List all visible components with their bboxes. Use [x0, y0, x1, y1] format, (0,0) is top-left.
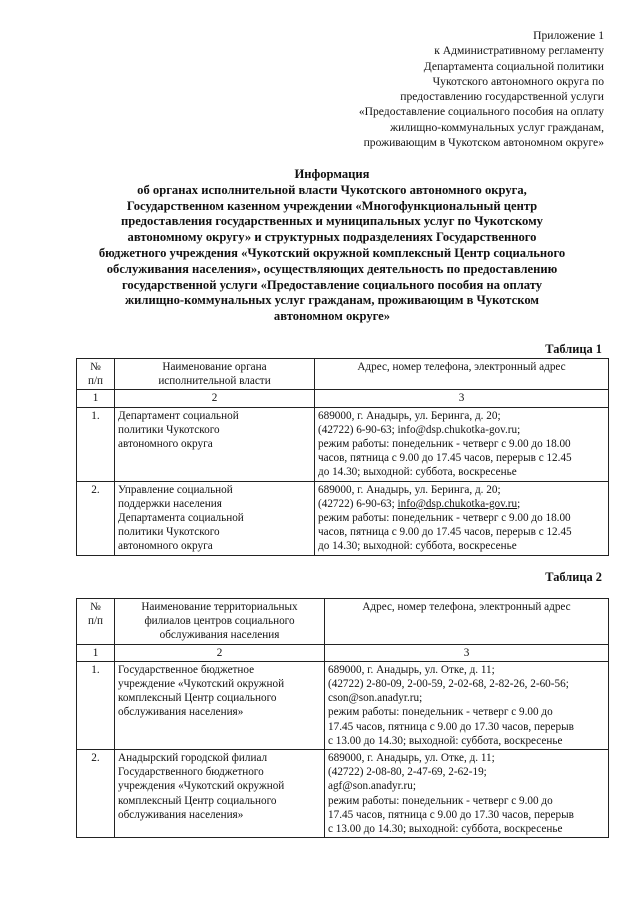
row-address: 689000, г. Анадырь, ул. Отке, д. 11; (42722) 2-08-80, 2-47-69, 2-62-19; agf@son.anadyr.ru; режим работы: понедельник - четверг с 9.00 до 17.45 часов, пятница с 9.00 до 17.30 часов, перерыв с 13.00 до 14.30; выходной: суббота, воскресенье: [325, 750, 609, 838]
email-link[interactable]: info@dsp.chukotka-gov.ru: [397, 497, 518, 510]
table-numbering-row: [77, 390, 609, 407]
numbering-cell: 1: [77, 390, 115, 407]
appendix-line: к Административному регламенту: [434, 44, 604, 58]
row-address: 689000, г. Анадырь, ул. Беринга, д. 20; (42722) 6-90-63; info@dsp.chukotka-gov.ru; режим работы: понедельник - четверг с 9.00 до 18.00 часов, пятница с 9.00 до 17.45 часов, перерыв с 12.45 до 14.30; выходной: суббота, воскресенье: [315, 407, 609, 481]
numbering-cell: 2: [115, 644, 325, 661]
table-header-row: [77, 359, 609, 390]
heading-line: автономном округе»: [273, 309, 391, 324]
table1: [76, 358, 609, 556]
row-number: 2.: [77, 481, 115, 555]
row-number: 1.: [77, 661, 115, 749]
heading-line: Информация: [294, 167, 370, 181]
heading-line: предоставления государственных и муниципальных услуг по Чукотскому: [121, 214, 543, 229]
header-cell-address: Адрес, номер телефона, электронный адрес: [315, 359, 609, 390]
appendix-line: проживающим в Чукотском автономном округе»: [363, 136, 604, 150]
header-cell-name: Наименование территориальных филиалов центров социального обслуживания населения: [115, 599, 325, 645]
appendix-block: [274, 28, 604, 150]
header-cell-address: Адрес, номер телефона, электронный адрес: [325, 599, 609, 645]
numbering-cell: 2: [115, 390, 315, 407]
table-row: [77, 750, 609, 838]
appendix-line: Чукотского автономного округа по: [432, 74, 604, 88]
appendix-line: жилищно-коммунальных услуг гражданам,: [390, 120, 604, 134]
row-number: 2.: [77, 750, 115, 838]
document-heading: [58, 167, 606, 325]
header-cell-number: № п/п: [77, 599, 115, 645]
row-name: Департамент социальной политики Чукотского автономного округа: [115, 407, 315, 481]
table1-caption: Таблица 1: [545, 342, 602, 356]
numbering-cell: 3: [325, 644, 609, 661]
numbering-cell: 1: [77, 644, 115, 661]
header-cell-number: № п/п: [77, 359, 115, 390]
appendix-line: Департамента социальной политики: [423, 59, 604, 73]
heading-line: жилищно-коммунальных услуг гражданам, проживающим в Чукотском: [125, 293, 539, 308]
table2: [76, 598, 609, 838]
table-row: [77, 481, 609, 555]
heading-line: обслуживания населения», осуществляющих деятельность по предоставлению: [106, 261, 558, 276]
table2-caption: Таблица 2: [545, 570, 602, 584]
row-address: 689000, г. Анадырь, ул. Беринга, д. 20; (42722) 6-90-63; info@dsp.chukotka-gov.ru; режим работы: понедельник - четверг с 9.00 до 18.00 часов, пятница с 9.00 до 17.45 часов, перерыв с 12.45 до 14.30; выходной: суббота, воскресенье: [315, 481, 609, 555]
heading-line: Государственном казенном учреждении «Многофункциональный центр: [126, 198, 538, 213]
appendix-line: предоставлению государственной услуги: [400, 90, 604, 104]
email-link[interactable]: cson@son.anadyr.ru;: [328, 692, 423, 705]
appendix-line: Приложение 1: [533, 29, 604, 42]
table-header-row: [77, 599, 609, 645]
appendix-line: «Предоставление социального пособия на оплату: [358, 105, 604, 119]
table-numbering-row: [77, 644, 609, 661]
row-name: Государственное бюджетное учреждение «Чукотский окружной комплексный Центр социального обслуживания населения»: [115, 661, 325, 749]
row-name: Анадырский городской филиал Государственного бюджетного учреждения «Чукотский окружной комплексный Центр социального обслуживания населения»: [115, 750, 325, 838]
table-row: [77, 407, 609, 481]
row-name: Управление социальной поддержки населения Департамента социальной политики Чукотского автономного округа: [115, 481, 315, 555]
heading-line: государственной услуги «Предоставление социального пособия на оплату: [121, 277, 543, 292]
header-cell-name: Наименование органа исполнительной власти: [115, 359, 315, 390]
heading-line: автономному округу» и структурных подразделениях Государственного: [127, 230, 537, 245]
numbering-cell: 3: [315, 390, 609, 407]
heading-line: об органах исполнительной власти Чукотского автономного округа,: [137, 182, 527, 197]
email-link[interactable]: agf@son.anadyr.ru;: [328, 780, 416, 793]
email-link[interactable]: info@dsp.chukotka-gov.ru: [397, 423, 518, 436]
row-number: 1.: [77, 407, 115, 481]
row-address: 689000, г. Анадырь, ул. Отке, д. 11; (42722) 2-80-09, 2-00-59, 2-02-68, 2-82-26, 2-60-56; cson@son.anadyr.ru; режим работы: понедельник - четверг с 9.00 до 17.45 часов, пятница с 9.00 до 17.30 часов, перерыв с 13.00 до 14.30; выходной: суббота, воскресенье: [325, 661, 609, 749]
table-row: [77, 661, 609, 749]
heading-line: бюджетного учреждения «Чукотский окружной комплексный Центр социального: [98, 245, 566, 260]
